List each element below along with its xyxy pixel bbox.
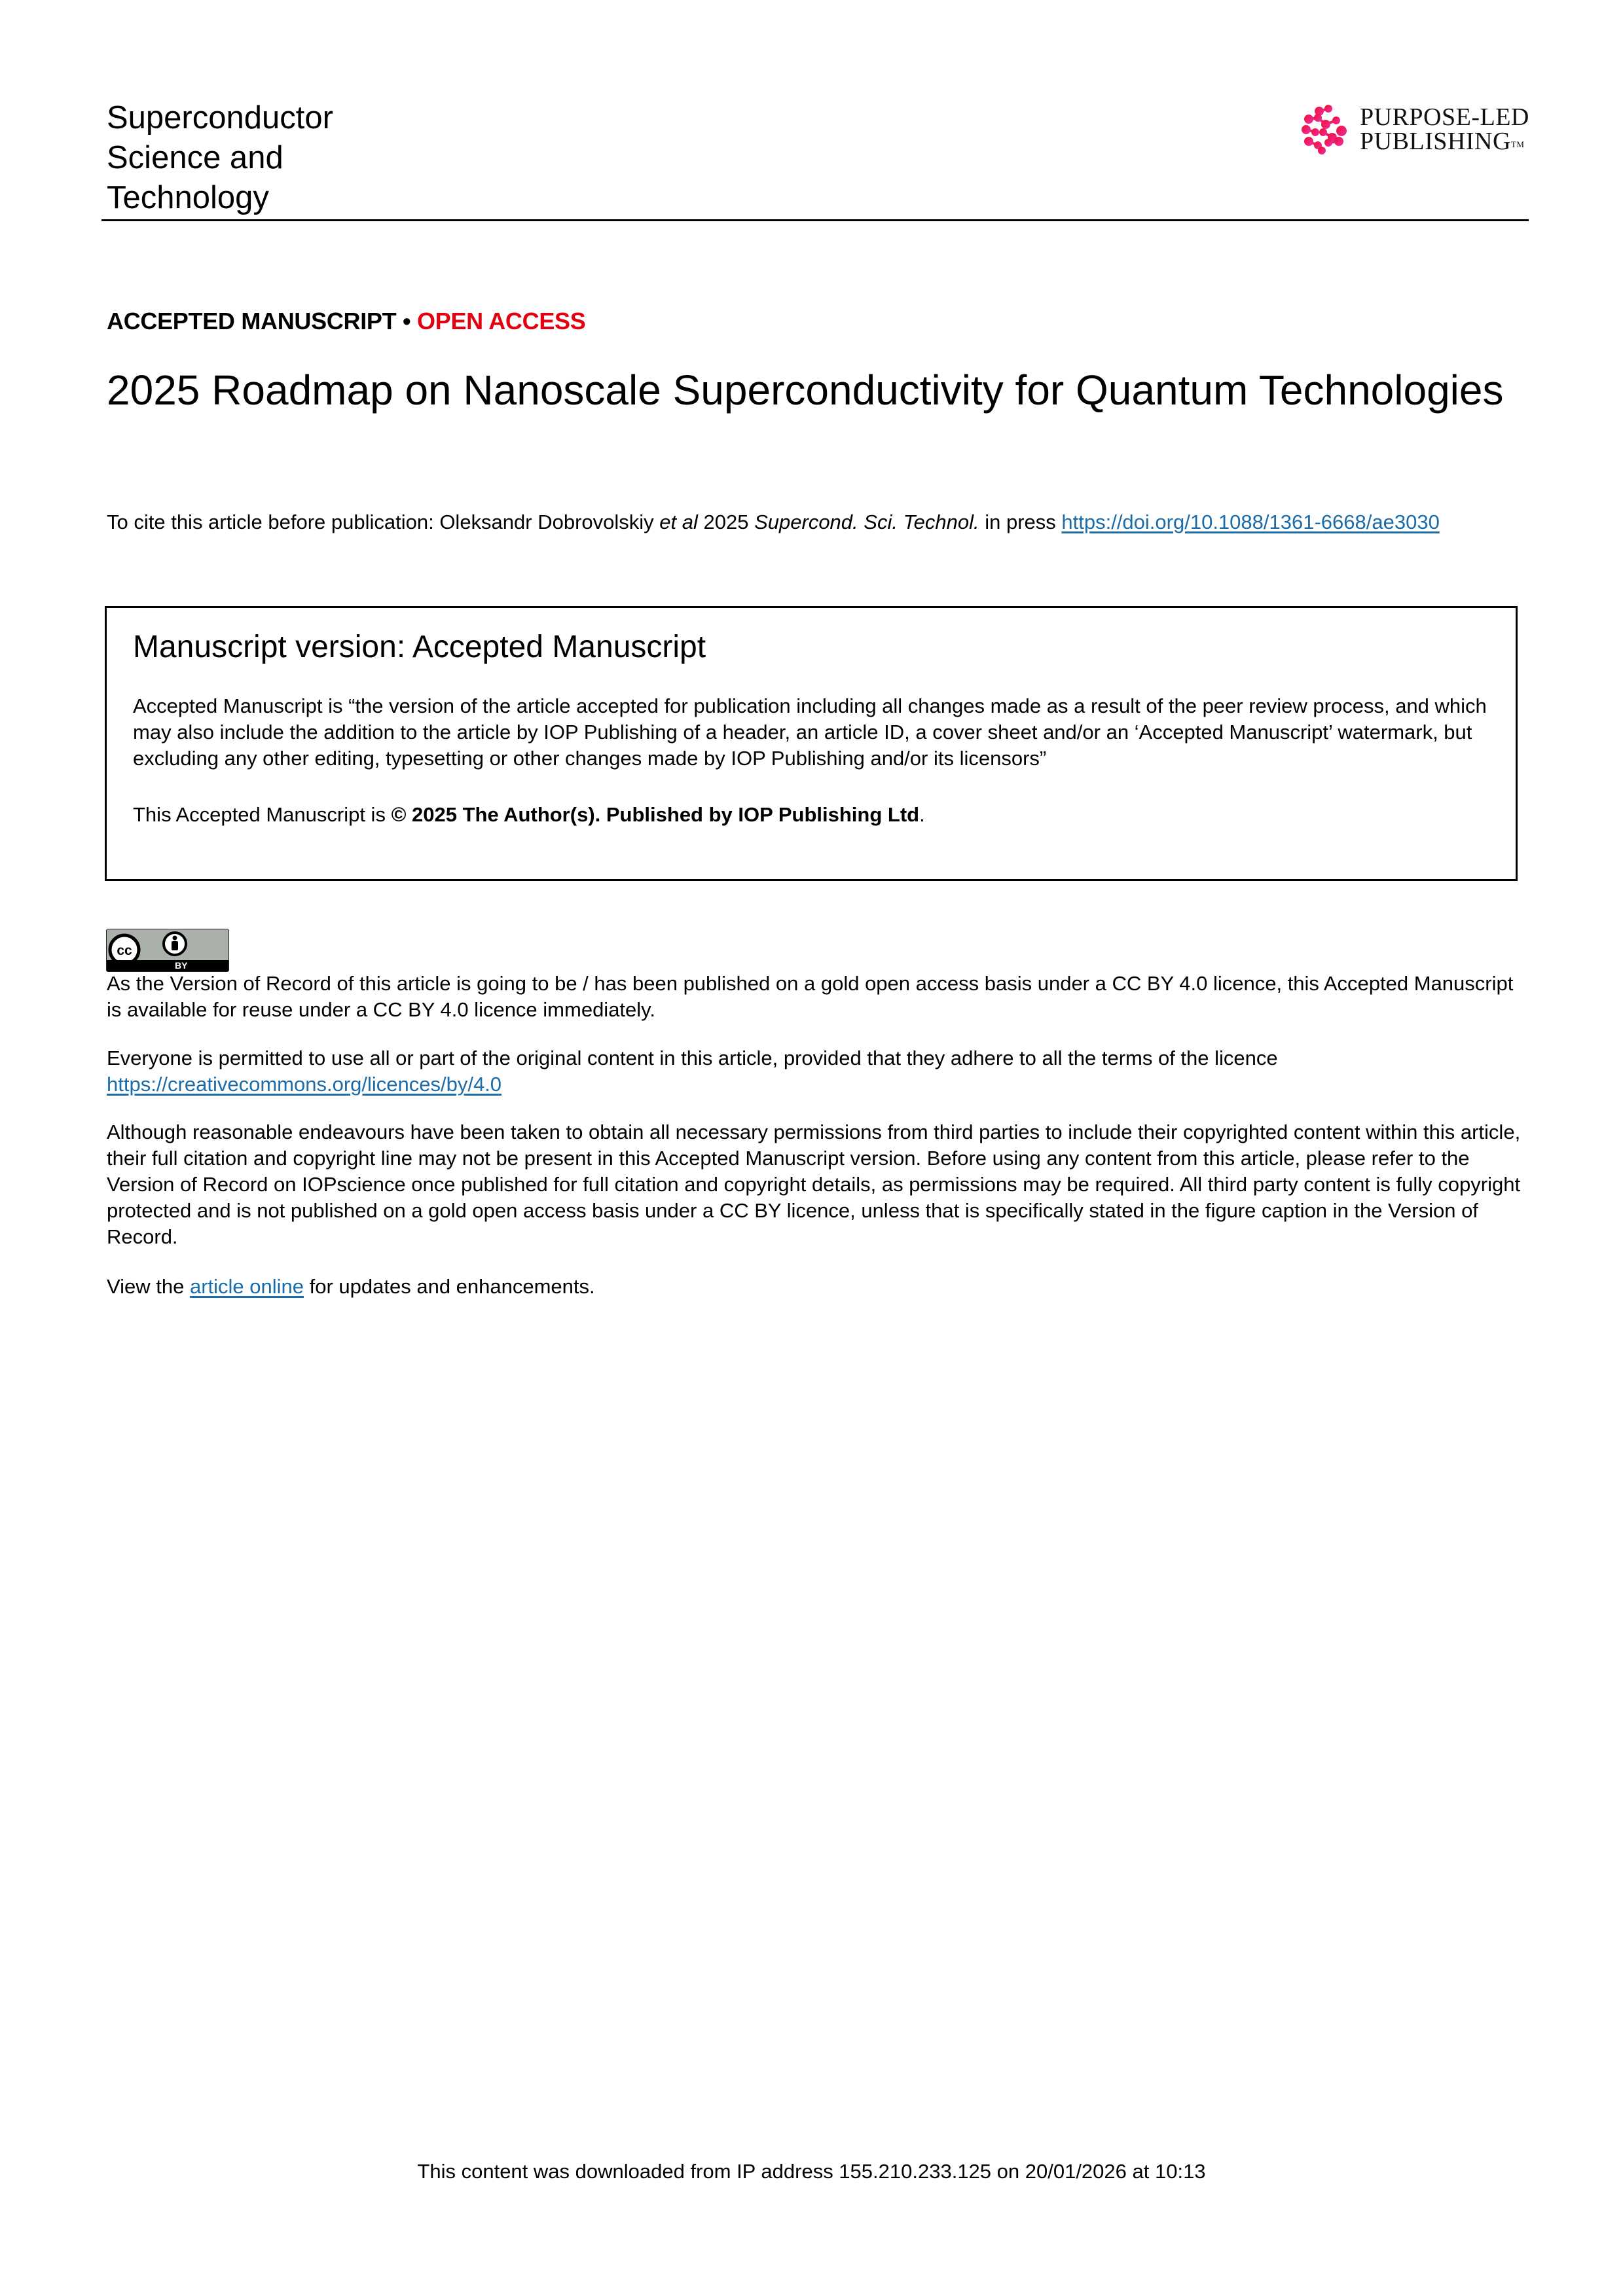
journal-name-line: Technology: [107, 180, 269, 215]
copyright-holder: © 2025 The Author(s). Published by IOP Publishing Ltd: [391, 803, 920, 826]
permission-paragraph: [107, 1045, 1521, 1098]
article-title: 2025 Roadmap on Nanoscale Superconductivity for Quantum Technologies: [107, 367, 1504, 414]
third-party-paragraph: Although reasonable endeavours have been taken to obtain all necessary permissions from third parties to include their copyrighted content within this article, their full citation and copyright line may not be present in this Accepted Manuscript version. Before using any content from this article, please refer to the Version of Record on IOPscience once published for full citation and copyright details, as permissions may be required. All third party content is fully copyright protected and is not published on a gold open access basis under a CC BY licence, unless that is specifically stated in the figure caption in the Version of Record.: [107, 1121, 1521, 1248]
logo-line-1: PURPOSE-LED: [1360, 103, 1529, 131]
header-divider: [101, 219, 1529, 221]
logo-line-2: [1360, 130, 1529, 154]
journal-name-line: Superconductor: [107, 100, 333, 135]
download-notice: This content was downloaded from IP address 155.210.233.125 on 20/01/2026 at 10:13: [417, 2160, 1206, 2183]
citation-status: in press: [979, 511, 1062, 533]
view-prefix: View the: [107, 1275, 190, 1298]
publisher-logo: [1300, 105, 1529, 154]
publisher-logo-text: [1360, 105, 1529, 154]
doi-link[interactable]: https://doi.org/10.1088/1361-6668/ae3030: [1061, 511, 1440, 533]
citation-prefix: To cite this article before publication: Oleksandr Dobrovolskiy: [107, 511, 660, 533]
citation-year: 2025: [697, 511, 755, 533]
svg-text:cc: cc: [117, 943, 132, 958]
journal-name: [107, 98, 333, 218]
by-label: BY: [175, 960, 188, 971]
licence-paragraph: As the Version of Record of this article is going to be / has been published on a gold open access basis under a CC BY 4.0 licence, this Accepted Manuscript is available for reuse under a CC BY 4.0 licence immediately.: [107, 972, 1514, 1021]
accepted-manuscript-definition: Accepted Manuscript is “the version of the article accepted for publication including all changes made as a result of the peer review process, and which may also include the addition to the article by IOP Publishing of a header, an article ID, a cover sheet and/or an ‘Accepted Manuscript’ watermark, but excluding any other editing, typesetting or other changes made by IOP Publishing and/or its licensors”: [133, 694, 1487, 770]
article-online-link[interactable]: article online: [189, 1275, 304, 1298]
view-online-paragraph: [107, 1274, 1521, 1300]
open-access-label: OPEN ACCESS: [417, 308, 586, 334]
licence-link[interactable]: https://creativecommons.org/licences/by/4.0: [107, 1073, 502, 1096]
cc-by-licence-icon: [106, 929, 229, 972]
purpose-led-publishing-dots-icon: [1300, 105, 1347, 154]
citation-journal: Supercond. Sci. Technol.: [754, 511, 979, 533]
logo-line-2-text: PUBLISHING: [1360, 128, 1511, 155]
copyright-statement: [133, 802, 925, 828]
accepted-manuscript-label: ACCEPTED MANUSCRIPT: [107, 308, 397, 334]
manuscript-version-heading: Manuscript version: Accepted Manuscript: [133, 630, 706, 664]
view-suffix: for updates and enhancements.: [304, 1275, 595, 1298]
citation: [107, 509, 1514, 535]
copyright-prefix: This Accepted Manuscript is: [133, 803, 392, 826]
manuscript-version-box: [105, 606, 1518, 881]
trademark: TM: [1510, 139, 1525, 149]
journal-name-line: Science and: [107, 140, 283, 175]
permission-text: Everyone is permitted to use all or part of the original content in this article, provided that they adhere to all the terms of the licence: [107, 1047, 1278, 1069]
manuscript-status: [107, 308, 585, 335]
copyright-suffix: .: [919, 803, 925, 826]
by-bar: [107, 960, 228, 971]
status-separator: •: [396, 308, 418, 334]
citation-et-al: et al: [659, 511, 698, 533]
